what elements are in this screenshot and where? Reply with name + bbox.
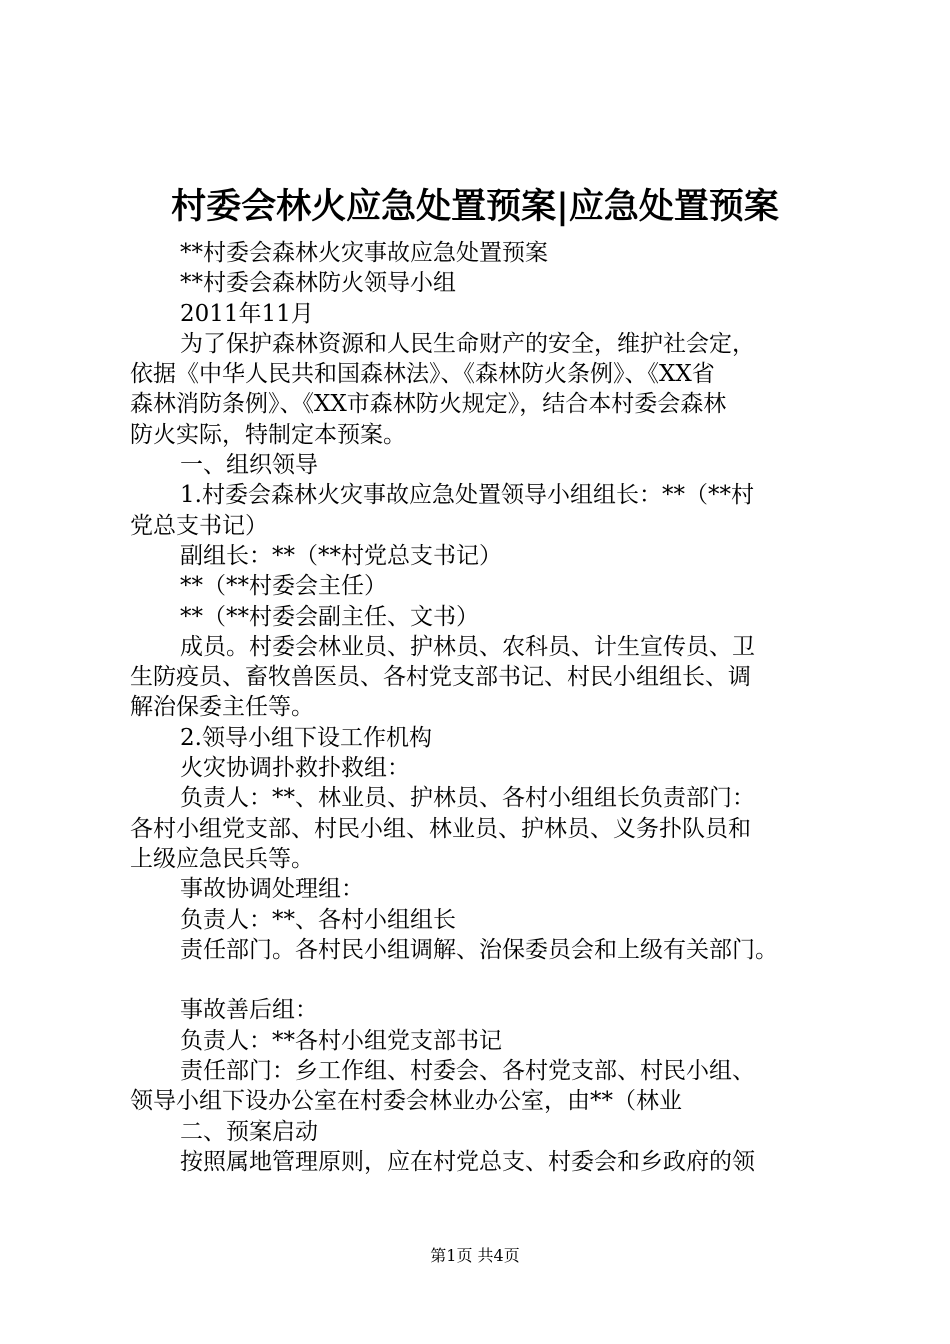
text-line: 为了保护森林资源和人民生命财产的安全，维护社会定， <box>180 330 755 357</box>
paragraph <box>130 480 830 541</box>
text-line: 各村小组党支部、村民小组、林业员、护林员、义务扑队员和 <box>130 815 751 842</box>
paragraph <box>130 783 830 874</box>
text-line: 一、组织领导 <box>180 452 318 479</box>
text-line: 1.村委会森林火灾事故应急处置领导小组组长：**（**村 <box>180 482 754 509</box>
text-line: 负责人：**各村小组党支部书记 <box>180 1027 502 1054</box>
text-line: 负责人：**、各村小组组长 <box>180 906 456 933</box>
text-line: 森林消防条例》、《XX市森林防火规定》，结合本村委会森林 <box>130 391 727 418</box>
text-line: **（**村委会主任） <box>180 573 387 600</box>
paragraph <box>130 874 830 904</box>
text-line: 解治保委主任等。 <box>130 694 314 721</box>
paragraph <box>130 905 830 935</box>
text-line: 2.领导小组下设工作机构 <box>180 724 432 751</box>
text-line: 副组长：**（**村党总支书记） <box>180 542 502 569</box>
paragraph <box>130 268 830 298</box>
paragraph <box>130 632 830 723</box>
paragraph <box>130 329 830 450</box>
text-line: **（**村委会副主任、文书） <box>180 603 479 630</box>
paragraph <box>130 571 830 601</box>
text-line: 负责人：**、林业员、护林员、各村小组组长负责部门： <box>180 785 755 812</box>
text-line: 按照属地管理原则，应在村党总支、村委会和乡政府的领 <box>180 1148 755 1175</box>
text-line: 防火实际，特制定本预案。 <box>130 421 406 448</box>
paragraph <box>130 723 830 753</box>
paragraph <box>130 1147 830 1177</box>
paragraph <box>130 753 830 783</box>
paragraph <box>130 995 830 1025</box>
text-line: 责任部门：乡工作组、村委会、各村党支部、村民小组、 <box>180 1058 755 1085</box>
text-line: 二、预案启动 <box>180 1118 318 1145</box>
text-line: 依据《中华人民共和国森林法》、《森林防火条例》、《XX省 <box>130 361 715 388</box>
paragraph <box>130 541 830 571</box>
text-line: 领导小组下设办公室在村委会林业办公室，由**（林业 <box>130 1088 682 1115</box>
text-line: 上级应急民兵等。 <box>130 845 314 872</box>
page-footer: 第1页 共4页 <box>430 1246 520 1265</box>
paragraph <box>130 1056 830 1117</box>
paragraph <box>130 450 830 480</box>
paragraph <box>130 602 830 632</box>
text-line: 火灾协调扑救扑救组： <box>180 755 410 782</box>
text-line: 事故善后组： <box>180 997 318 1024</box>
paragraph <box>130 1117 830 1147</box>
paragraph <box>130 1026 830 1056</box>
text-line: 事故协调处理组： <box>180 876 364 903</box>
text-line: **村委会森林火灾事故应急处置预案 <box>180 240 548 266</box>
paragraph <box>130 238 830 268</box>
paragraph <box>130 965 830 995</box>
document-body <box>130 238 830 1177</box>
document-title: 村委会林火应急处置预案|应急处置预案 <box>171 186 779 227</box>
text-line: 责任部门。各村民小组调解、治保委员会和上级有关部门。 <box>180 936 778 963</box>
text-line: 2011年11月 <box>180 300 314 327</box>
paragraph <box>130 299 830 329</box>
text-line: 党总支书记） <box>130 512 268 539</box>
text-line: 成员。村委会林业员、护林员、农科员、计生宣传员、卫 <box>180 633 755 660</box>
paragraph <box>130 935 830 965</box>
text-line: 生防疫员、畜牧兽医员、各村党支部书记、村民小组组长、调 <box>130 664 751 691</box>
text-line: **村委会森林防火领导小组 <box>180 270 456 297</box>
